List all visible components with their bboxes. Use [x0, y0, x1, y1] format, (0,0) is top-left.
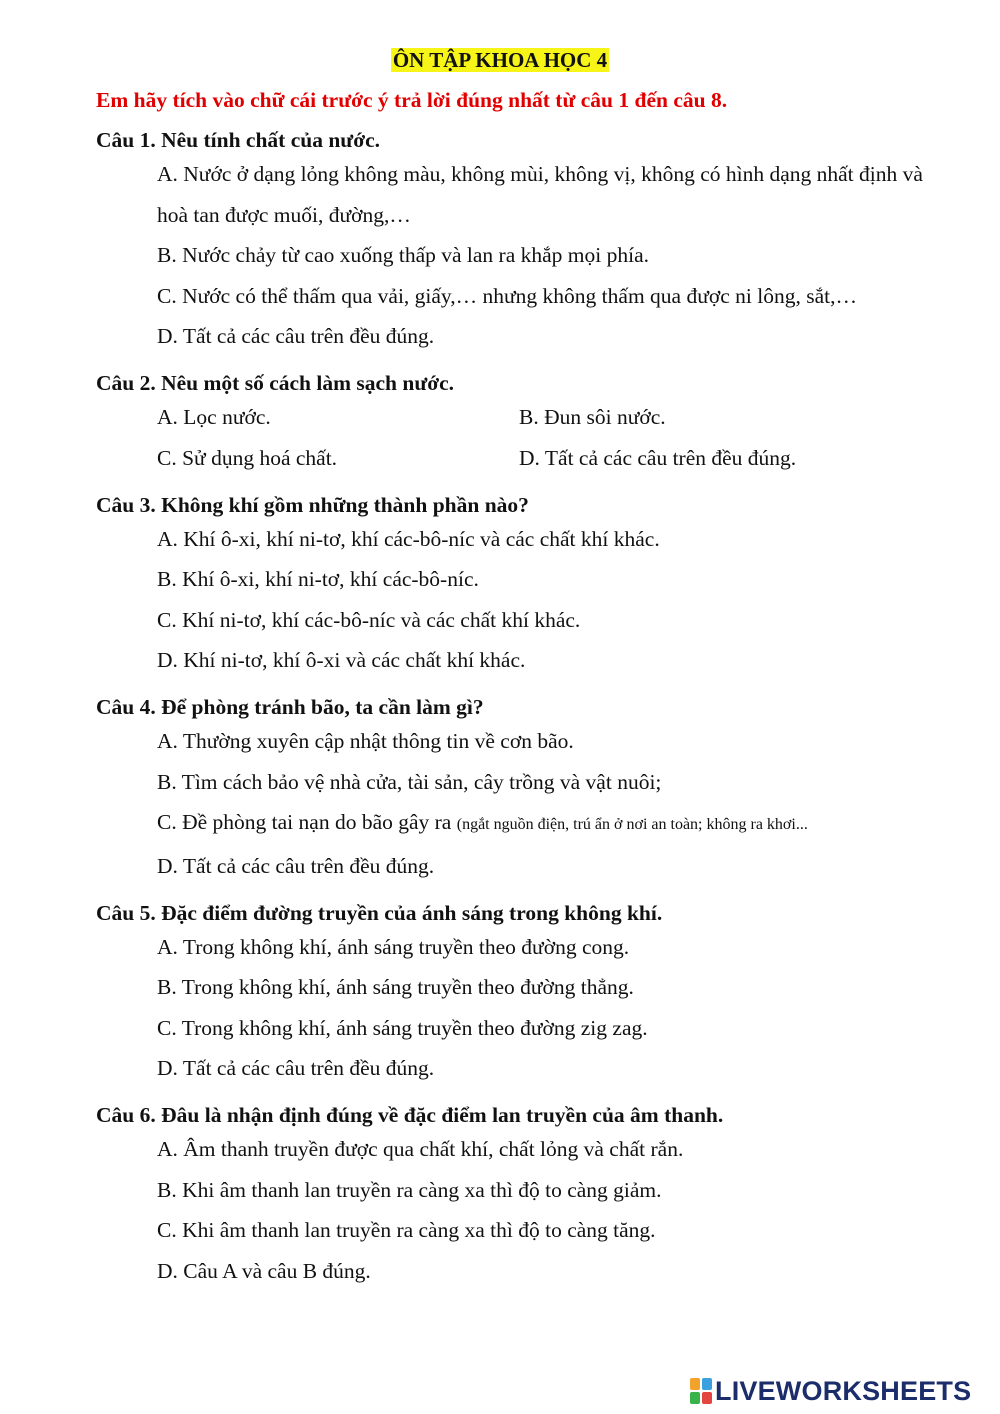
- question-1-option-b[interactable]: B. Nước chảy từ cao xuống thấp và lan ra khắp mọi phía.: [157, 243, 650, 267]
- question-5-prompt: Câu 5. Đặc điểm đường truyền của ánh sáng trong không khí.: [96, 900, 663, 925]
- question-2-prompt: Câu 2. Nêu một số cách làm sạch nước.: [96, 371, 455, 395]
- question-1-option-d[interactable]: D. Tất cả các câu trên đều đúng.: [157, 324, 435, 348]
- question-6-option-b[interactable]: B. Khi âm thanh lan truyền ra càng xa thì độ to càng giảm.: [157, 1177, 662, 1202]
- logo-square-blue: [702, 1378, 712, 1390]
- logo-mark-icon: [690, 1378, 712, 1404]
- question-3-option-b[interactable]: B. Khí ô-xi, khí ni-tơ, khí các-bô-níc.: [157, 567, 479, 591]
- question-2-option-c[interactable]: C. Sử dụng hoá chất.: [157, 445, 338, 470]
- question-2-option-b[interactable]: B. Đun sôi nước.: [519, 405, 666, 429]
- question-4-prompt: Câu 4. Để phòng tránh bão, ta cần làm gì?: [96, 695, 484, 719]
- question-1-prompt: Câu 1. Nêu tính chất của nước.: [96, 128, 381, 152]
- question-1-option-a[interactable]: A. Nước ở dạng lỏng không màu, không mùi, không vị, không có hình dạng nhất định và hoà tan được muối, đường,…: [157, 162, 923, 227]
- question-5-option-d[interactable]: D. Tất cả các câu trên đều đúng.: [157, 1056, 435, 1080]
- question-6-prompt: Câu 6. Đâu là nhận định đúng về đặc điểm lan truyền của âm thanh.: [96, 1103, 724, 1127]
- question-2-option-d[interactable]: D. Tất cả các câu trên đều đúng.: [519, 445, 797, 470]
- question-3-option-d[interactable]: D. Khí ni-tơ, khí ô-xi và các chất khí khác.: [157, 648, 526, 672]
- question-3-option-c[interactable]: C. Khí ni-tơ, khí các-bô-níc và các chất khí khác.: [157, 607, 581, 632]
- question-5-option-a[interactable]: A. Trong không khí, ánh sáng truyền theo đường cong.: [157, 934, 630, 959]
- question-5-option-c[interactable]: C. Trong không khí, ánh sáng truyền theo đường zig zag.: [157, 1015, 648, 1040]
- question-list: [96, 126, 936, 1291]
- worksheet-title: ÔN TẬP KHOA HỌC 4: [392, 48, 608, 72]
- question-2-option-a[interactable]: A. Lọc nước.: [157, 405, 271, 429]
- question-4-option-d[interactable]: D. Tất cả các câu trên đều đúng.: [157, 853, 435, 878]
- logo-square-red: [702, 1392, 712, 1404]
- question-2-options: [157, 397, 936, 478]
- question-3-prompt: Câu 3. Không khí gồm những thành phần nào?: [96, 492, 529, 517]
- question-5-option-b[interactable]: B. Trong không khí, ánh sáng truyền theo đường thẳng.: [157, 975, 634, 999]
- question-6-option-d[interactable]: D. Câu A và câu B đúng.: [157, 1258, 371, 1283]
- question-4-option-a[interactable]: A. Thường xuyên cập nhật thông tin về cơn bão.: [157, 729, 574, 753]
- liveworksheets-logo: [690, 1374, 971, 1408]
- logo-square-green: [690, 1392, 700, 1404]
- logo-text: LIVEWORKSHEETS: [715, 1375, 972, 1406]
- question-6-option-a[interactable]: A. Âm thanh truyền được qua chất khí, chất lỏng và chất rắn.: [157, 1137, 684, 1161]
- instruction-text: Em hãy tích vào chữ cái trước ý trả lời đúng nhất từ câu 1 đến câu 8.: [96, 88, 728, 112]
- question-4-option-c-note: (ngắt nguồn điện, trú ẩn ở nơi an toàn; không ra khơi...: [456, 816, 808, 833]
- question-6-option-c[interactable]: C. Khi âm thanh lan truyền ra càng xa thì độ to càng tăng.: [157, 1218, 656, 1242]
- question-4-option-c[interactable]: [157, 802, 936, 846]
- logo-square-orange: [690, 1378, 700, 1390]
- question-3-option-a[interactable]: A. Khí ô-xi, khí ni-tơ, khí các-bô-níc và các chất khí khác.: [157, 526, 660, 551]
- question-4-option-c-text: C. Đề phòng tai nạn do bão gây ra: [157, 810, 452, 834]
- question-4-option-b[interactable]: B. Tìm cách bảo vệ nhà cửa, tài sản, cây trồng và vật nuôi;: [157, 769, 662, 794]
- question-1-option-c[interactable]: C. Nước có thể thấm qua vải, giấy,… nhưng không thấm qua được ni lông, sắt,…: [157, 283, 857, 308]
